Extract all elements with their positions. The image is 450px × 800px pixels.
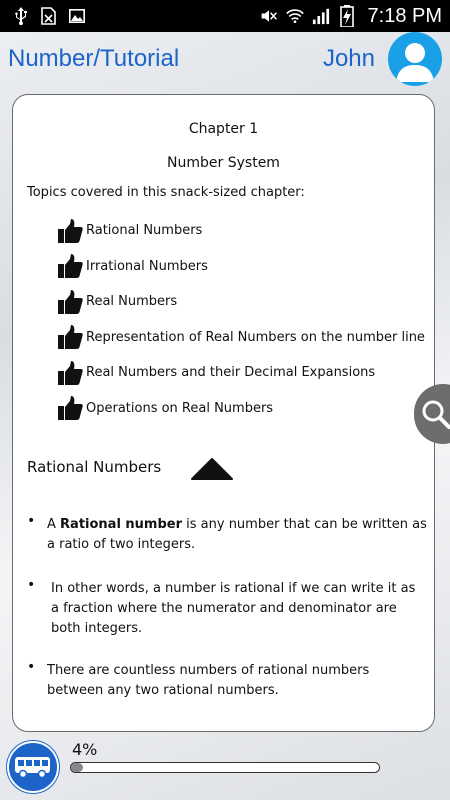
user-name[interactable]: John — [322, 45, 375, 72]
thumbs-up-icon — [57, 289, 83, 315]
bullet-text: is any number that can be written as a ratio of two integers. — [47, 517, 427, 552]
sim-error-icon — [40, 7, 58, 25]
topic-label: Real Numbers — [86, 294, 178, 310]
battery-charging-icon — [338, 7, 356, 25]
bullet-text: A — [47, 517, 61, 532]
topic-item[interactable] — [57, 284, 425, 320]
collapse-section-button[interactable] — [189, 456, 235, 482]
bullet-icon: • — [27, 659, 36, 675]
topic-item[interactable] — [57, 249, 425, 285]
search-icon — [420, 398, 450, 430]
bullet-icon: • — [27, 577, 36, 593]
topic-label: Irrational Numbers — [86, 258, 208, 274]
mute-icon — [260, 7, 278, 25]
topic-item[interactable] — [57, 355, 425, 391]
chapter-number: Chapter 1 — [188, 121, 259, 137]
thumbs-up-icon — [57, 324, 83, 350]
topic-label: Representation of Real Numbers on the number line — [86, 329, 425, 345]
topic-item[interactable] — [57, 391, 425, 427]
chapter-card[interactable] — [12, 94, 435, 732]
triangle-up-icon — [189, 456, 235, 482]
topic-label: Operations on Real Numbers — [86, 400, 274, 416]
topic-label: Rational Numbers — [86, 223, 203, 239]
list-item — [27, 661, 427, 701]
topic-item[interactable] — [57, 213, 425, 249]
thumbs-up-icon — [57, 218, 83, 244]
status-bar — [0, 0, 450, 32]
topic-list — [57, 213, 425, 426]
avatar[interactable] — [388, 32, 442, 86]
topic-item[interactable] — [57, 320, 425, 356]
progress-bar — [70, 762, 380, 773]
image-icon — [68, 7, 86, 25]
list-item — [27, 579, 427, 639]
usb-icon — [12, 7, 30, 25]
bullet-icon: • — [27, 513, 36, 529]
page-title: Number/Tutorial — [8, 45, 180, 72]
bullet-term: Rational number — [60, 517, 183, 532]
chapter-title: Number System — [167, 155, 280, 171]
bullet-text: There are countless numbers of rational numbers between any two rational numbers. — [47, 663, 370, 698]
topics-intro: Topics covered in this snack-sized chapter: — [27, 185, 305, 200]
user-icon — [388, 32, 442, 86]
list-item — [27, 515, 427, 555]
thumbs-up-icon — [57, 253, 83, 279]
status-time: 7:18 PM — [367, 4, 442, 27]
bus-icon — [13, 755, 53, 779]
bullet-text: In other words, a number is rational if we can write it as a fraction where the numerator and denominator are both integers. — [51, 581, 416, 636]
thumbs-up-icon — [57, 360, 83, 386]
signal-icon — [312, 7, 330, 25]
bus-button[interactable] — [7, 741, 59, 793]
section-heading: Rational Numbers — [27, 458, 162, 476]
progress-label: 4% — [72, 740, 98, 759]
wifi-icon — [286, 7, 304, 25]
progress-fill — [71, 763, 83, 772]
thumbs-up-icon — [57, 395, 83, 421]
topic-label: Real Numbers and their Decimal Expansions — [86, 365, 376, 381]
